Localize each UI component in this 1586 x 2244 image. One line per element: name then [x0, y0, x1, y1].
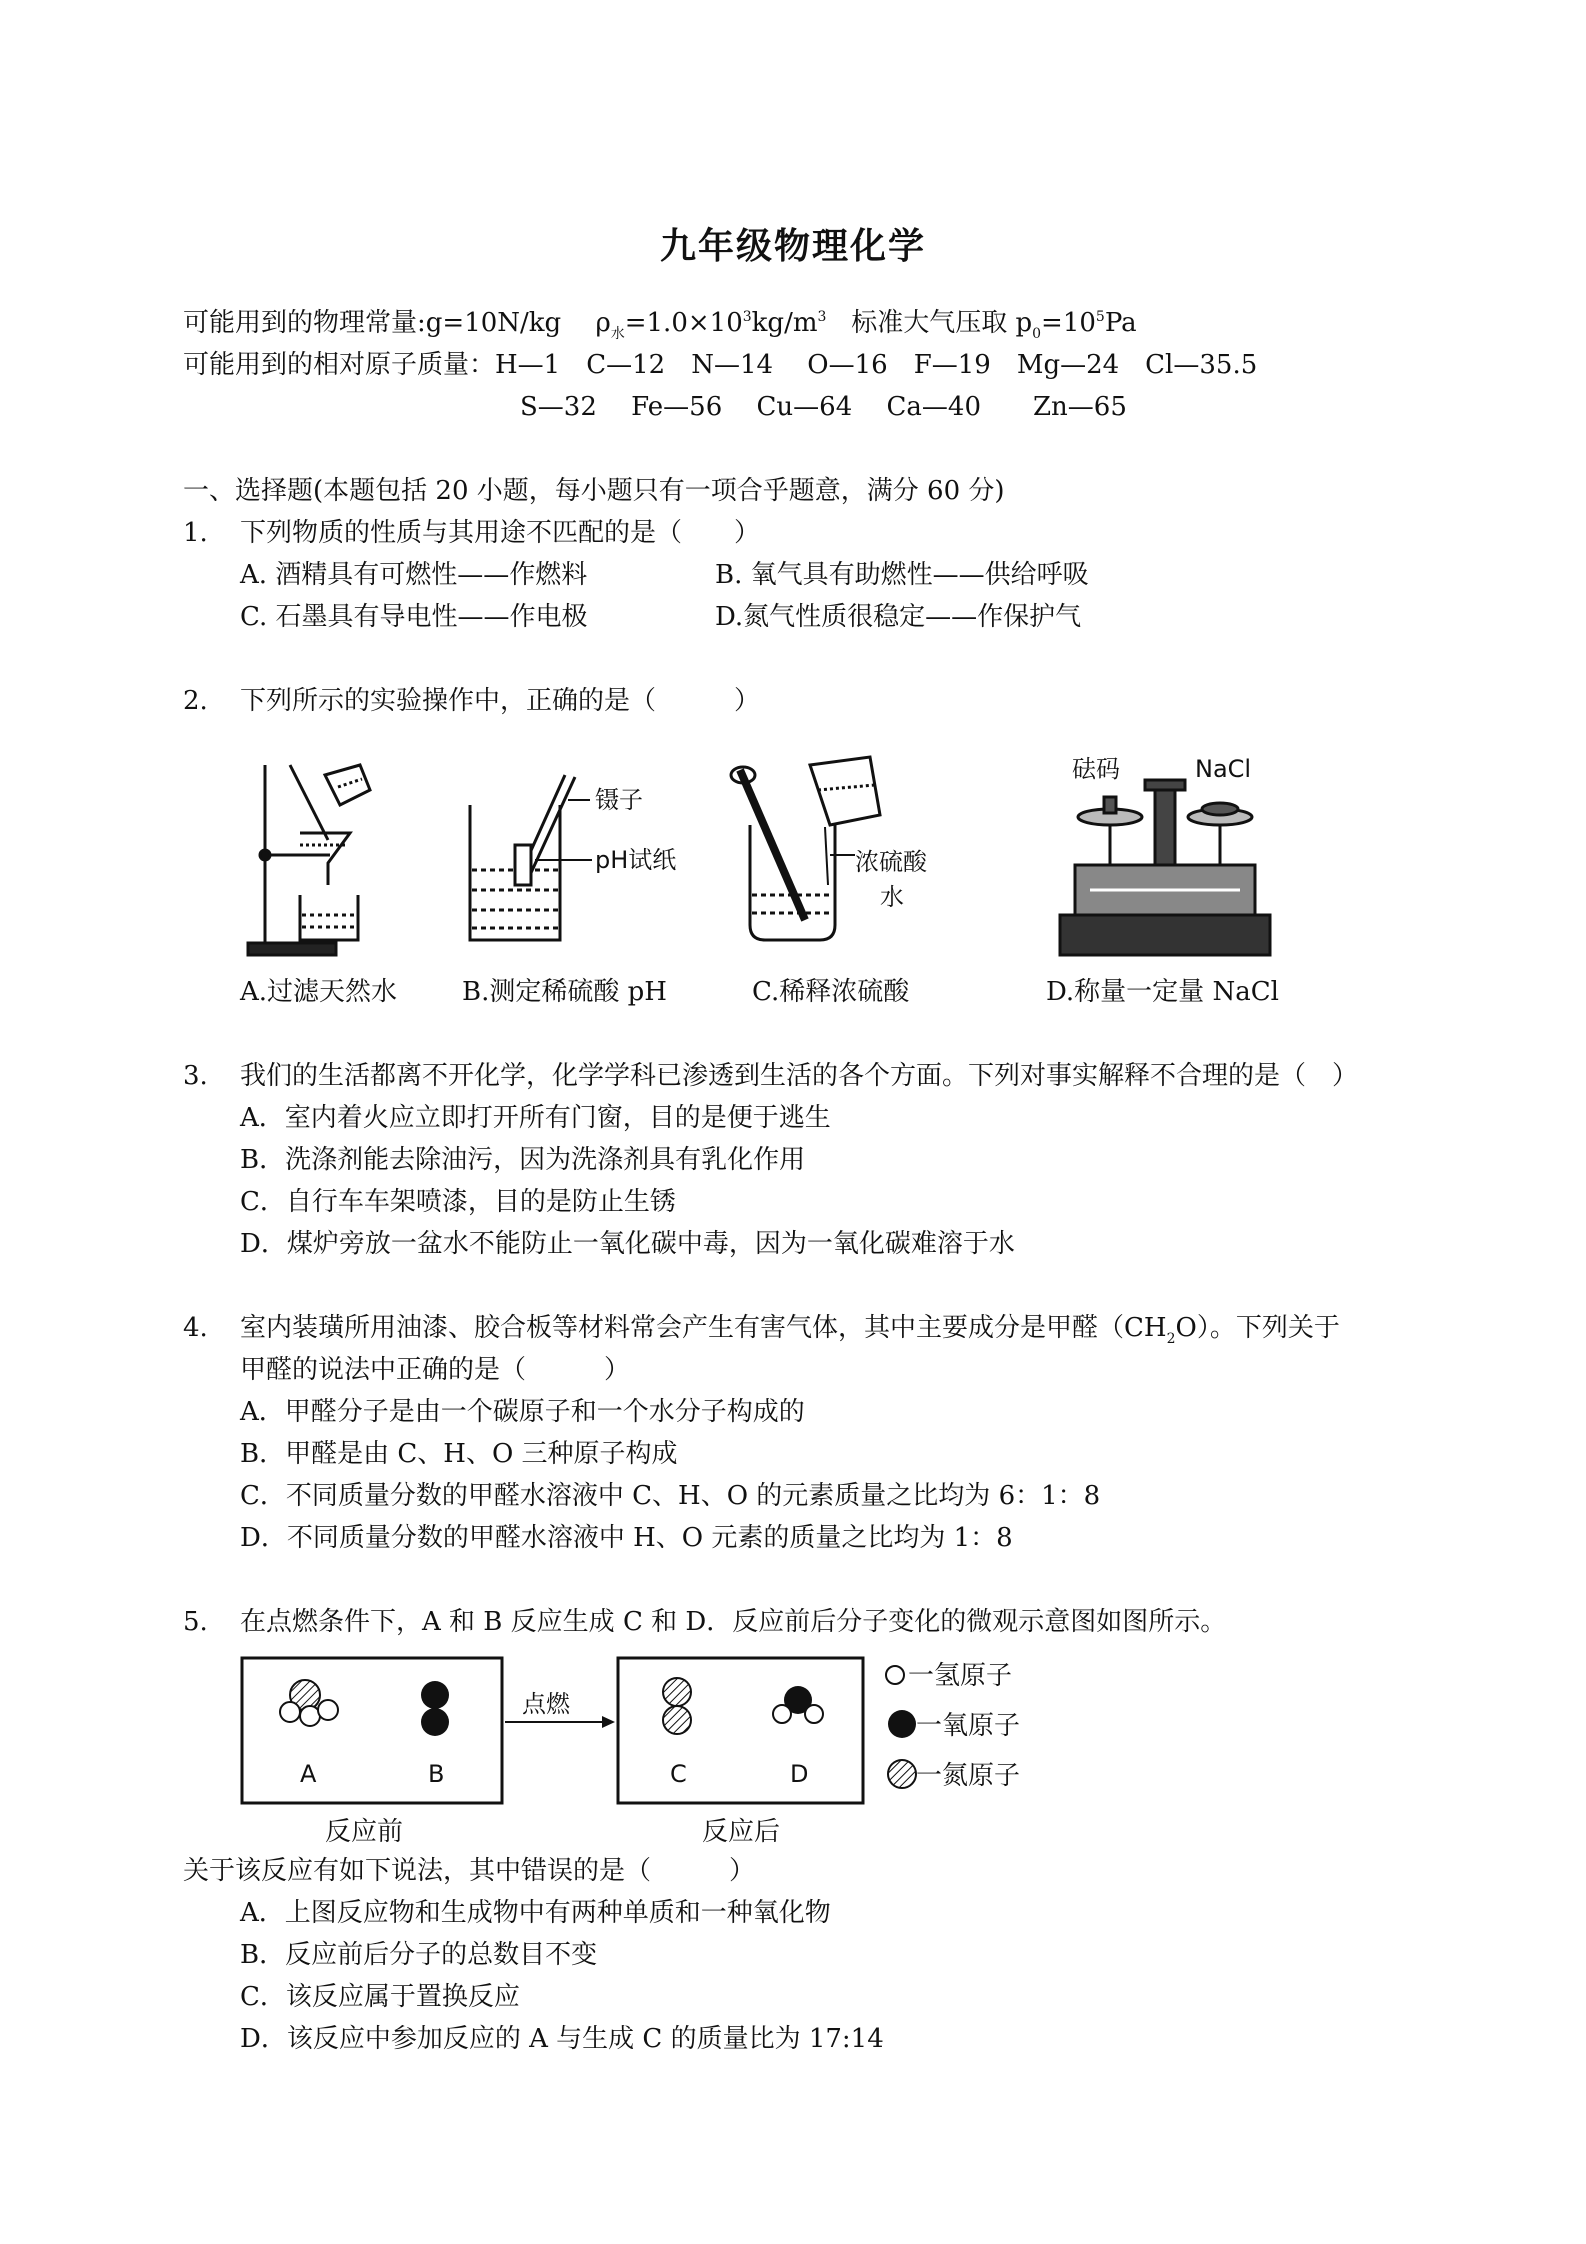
q5-option-b[interactable]: B．反应前后分子的总数目不变: [240, 1940, 598, 1970]
q1-option-c[interactable]: C. 石墨具有导电性——作电极: [240, 602, 588, 632]
balance-apparatus: [1060, 780, 1270, 955]
q2-option-a[interactable]: A.过滤天然水: [240, 977, 398, 1007]
atomic-mass-line-2: S—32 Fe—56 Cu—64 Ca—40 Zn—65: [520, 392, 1127, 422]
q5-stem: 在点燃条件下，A 和 B 反应生成 C 和 D．反应前后分子变化的微观示意图如图所示。: [240, 1607, 1227, 1637]
arrow-label: 点燃: [522, 1690, 570, 1718]
q1-stem: 下列物质的性质与其用途不匹配的是（ ）: [240, 518, 761, 548]
q2-stem: 下列所示的实验操作中，正确的是（ ）: [240, 686, 761, 716]
label-before: 反应前: [325, 1817, 404, 1847]
pressure-unit: Pa: [1104, 308, 1137, 338]
label-tweezers: 镊子: [595, 786, 643, 814]
q4-stem-part-2: O）。下列关于: [1175, 1313, 1340, 1343]
q4-number: 4.: [183, 1313, 208, 1343]
nitrogen-atom-icon: [888, 1760, 916, 1788]
molecule-c: [663, 1678, 691, 1734]
q3-option-a[interactable]: A．室内着火应立即打开所有门窗，目的是便于逃生: [240, 1103, 831, 1133]
q4-stem-line-1: [240, 1311, 1340, 1349]
label-d: D: [790, 1760, 809, 1788]
label-water: 水: [880, 883, 904, 911]
pressure-equals: =10: [1041, 308, 1096, 338]
q5-reaction-diagram: [230, 1650, 1060, 1850]
rho-exponent: 3: [742, 309, 752, 325]
physics-constants-prefix: 可能用到的物理常量:g=10N/kg ρ: [183, 308, 611, 338]
physics-constants-line: [183, 306, 1137, 344]
q2-option-b[interactable]: B.测定稀硫酸 pH: [462, 977, 667, 1007]
q3-option-d[interactable]: D．煤炉旁放一盆水不能防止一氧化碳中毒，因为一氧化碳难溶于水: [240, 1229, 1015, 1259]
arrow-head-icon: [602, 1716, 615, 1728]
molecule-d: [773, 1686, 823, 1723]
q4-option-c[interactable]: C．不同质量分数的甲醛水溶液中 C、H、O 的元素质量之比均为 6：1：8: [240, 1481, 1101, 1511]
molecule-a: [280, 1680, 338, 1726]
q2-apparatus-figure: [230, 745, 1280, 965]
q4-option-d[interactable]: D．不同质量分数的甲醛水溶液中 H、O 元素的质量之比均为 1：8: [240, 1523, 1013, 1553]
q4-option-b[interactable]: B．甲醛是由 C、H、O 三种原子构成: [240, 1439, 678, 1469]
q5-option-c[interactable]: C．该反应属于置换反应: [240, 1982, 520, 2012]
molecule-b: [421, 1681, 449, 1736]
pressure-exponent: 5: [1095, 309, 1105, 325]
q3-stem: 我们的生活都离不开化学，化学学科已渗透到生活的各个方面。下列对事实解释不合理的是（ ）: [240, 1061, 1359, 1091]
label-b: B: [428, 1760, 445, 1788]
legend: [886, 1661, 1020, 1791]
pressure-label: 标准大气压取 p: [851, 308, 1033, 338]
atomic-mass-line-1: 可能用到的相对原子质量：H—1 C—12 N—14 O—16 F—19 Mg—24 Cl—35.5: [183, 350, 1258, 380]
q1-number: 1.: [183, 518, 208, 548]
rho-unit-exponent: 3: [817, 309, 827, 325]
q3-option-b[interactable]: B．洗涤剂能去除油污，因为洗涤剂具有乳化作用: [240, 1145, 806, 1175]
pressure-subscript: 0: [1032, 326, 1042, 342]
hydrogen-atom-icon: [886, 1666, 904, 1684]
label-conc-acid: 浓硫酸: [855, 848, 927, 876]
q4-stem-part-1: 室内装璜所用油漆、胶合板等材料常会产生有害气体，其中主要成分是甲醛（CH: [240, 1313, 1167, 1343]
label-after: 反应后: [702, 1817, 781, 1847]
rho-equals: =1.0×10: [624, 308, 743, 338]
label-weights: 砝码: [1072, 755, 1120, 783]
q2-option-d[interactable]: D.称量一定量 NaCl: [1046, 977, 1279, 1007]
legend-nitrogen: 一氮原子: [916, 1761, 1021, 1791]
label-a: A: [300, 1760, 317, 1788]
legend-oxygen: 一氧原子: [916, 1711, 1021, 1741]
q4-stem-line-2: 甲醛的说法中正确的是（ ）: [240, 1355, 631, 1385]
q4-formula-subscript: 2: [1166, 1331, 1176, 1347]
q3-number: 3.: [183, 1061, 208, 1091]
q2-option-c[interactable]: C.稀释浓硫酸: [752, 977, 910, 1007]
q1-option-a[interactable]: A. 酒精具有可燃性——作燃料: [240, 560, 588, 590]
ph-test-apparatus: [470, 775, 592, 940]
rho-subscript: 水: [610, 326, 625, 342]
section-heading: 一、选择题(本题包括 20 小题，每小题只有一项合乎题意，满分 60 分): [183, 476, 1005, 506]
q2-number: 2.: [183, 686, 208, 716]
legend-hydrogen: 一氢原子: [908, 1661, 1013, 1691]
q5-number: 5.: [183, 1607, 208, 1637]
oxygen-atom-icon: [888, 1710, 916, 1738]
after-box: [618, 1658, 863, 1803]
label-c: C: [670, 1760, 687, 1788]
page-title: 九年级物理化学: [659, 226, 926, 267]
label-nacl: NaCl: [1195, 755, 1252, 783]
q5-option-d[interactable]: D．该反应中参加反应的 A 与生成 C 的质量比为 17:14: [240, 2024, 884, 2054]
q4-option-a[interactable]: A．甲醛分子是由一个碳原子和一个水分子构成的: [240, 1397, 805, 1427]
before-box: [242, 1658, 502, 1803]
rho-unit: kg/m: [751, 308, 818, 338]
q5-followup: 关于该反应有如下说法，其中错误的是（ ）: [183, 1856, 756, 1886]
q1-option-d[interactable]: D.氮气性质很稳定——作保护气: [715, 602, 1082, 632]
label-ph-paper: pH试纸: [595, 846, 677, 874]
filtration-apparatus: [248, 765, 370, 955]
q3-option-c[interactable]: C．自行车车架喷漆，目的是防止生锈: [240, 1187, 676, 1217]
q1-option-b[interactable]: B. 氧气具有助燃性——供给呼吸: [715, 560, 1089, 590]
q5-option-a[interactable]: A．上图反应物和生成物中有两种单质和一种氧化物: [240, 1898, 831, 1928]
